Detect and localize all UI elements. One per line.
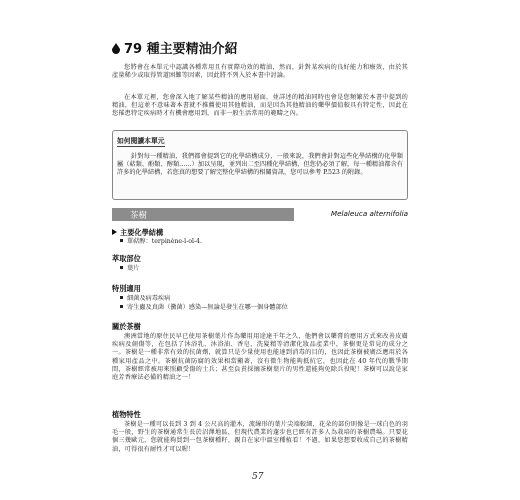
oil-header-bar (112, 208, 408, 221)
reading-guide-body: 針對每一種精油，我們都會提到它的化學結構成分，一般來說，我們會針對這些化學結構的化學類屬（萜類、酚類、醇類……）加以呈現，並列出二至四種化學結構，但您仍必須了解，每一種精油都含有許多的化學結構，若您真的想要了解完整化學結構的相關資訊，您可以參考 P.523 的附錄。 (117, 153, 403, 177)
oil-drop-icon (112, 43, 120, 54)
bullet-icon (120, 239, 123, 242)
page-title-text: 79 種主要精油介紹 (124, 42, 238, 57)
intro-paragraph-2: 在本單元裡，您會深入地了解某些精油的應用層面，並詳述的精油同時也會是您頻繁於本書中提到的精油，但這並不意味著本書就不推薦使用其他精油，而是因為其他精油的藥學價值較具有特定性，因此在您罹患特定疾病時才有機會應用到，而非一般生活常用的範疇之內。 (112, 94, 408, 118)
section-heading-indications: 特別適用 (112, 284, 141, 293)
intro-paragraph-1: 您將會在本單元中認識各種常用且有實際功效的精油，然而，針對某疾病的良好能力和療效，由於其產量稀少或取得管道困難等因素，因此將不列入於本書中討論。 (112, 64, 408, 80)
reading-guide-box (112, 130, 408, 200)
section-heading-chemical: 主要化學結構 (112, 228, 163, 238)
section-heading-botany: 植物特性 (112, 410, 141, 419)
bullet-icon (120, 296, 123, 299)
reading-guide-title: 如何閱讀本單元 (117, 137, 165, 145)
bullet-icon (120, 266, 123, 269)
about-paragraph: 澳洲當地的原住民早已使用茶樹葉片作為藥用用途達千年之久，他們會以藥膏的應用方式來改善皮膚疾病及創傷等，在包括了沐浴乳、沐浴油、香皂、洗髮精等清潔化妝品產業中，茶樹更是常見的成分之一。茶樹是一種非常有效的抗菌劑，就算只是少量使用也能達到消毒的目的，也因此茶樹被廣泛應用於各種家用產品之中。茶樹抗菌防腐的效果相當顯著，沒有微生物能夠抵抗它，也因此在 40 年代的戰爭期間，茶樹經常被用來照顧受傷的士兵；甚至負責採摘茶樹葉片的男性還能夠免除兵役呢！茶樹可以說是家庭芳香療法必備的精油之一！ (112, 333, 408, 382)
triangle-bullet-icon (112, 229, 117, 235)
bullet-icon (120, 305, 123, 308)
list-item: 葉片 (120, 265, 139, 273)
oil-latin-name: Melaleuca alternifolia (330, 209, 408, 218)
list-item: 單萜醇：terpinène-l-ol-4. (120, 238, 202, 246)
page-number: 57 (252, 472, 264, 482)
section-heading-extraction: 萃取部位 (112, 254, 141, 263)
botany-paragraph: 茶樹是一種可以長到 3 到 4 公尺高的灌木，流線形的葉片尖端較細，花朵的部份則像是一球白色的羽毛一般，野生的茶樹通常生長於沼澤地區，但現代農業的蓬步也已經有許多人為栽培的茶樹農場。只要花個三幾歐元，您就能夠買到一包茶樹種籽，親自在家中溫室種植看！不過，如果您想要收成自己的茶樹精油，可得很有耐性才可以喔！ (112, 421, 408, 453)
list-item: 細菌及病毒疾病 (120, 295, 170, 303)
page-title (112, 38, 238, 57)
oil-name: 茶樹 (130, 211, 148, 221)
section-heading-about: 關於茶樹 (112, 322, 141, 331)
list-item: 寄生蟲及真菌（黴菌）感染—無論是發生在哪一個身體部位 (120, 304, 288, 312)
